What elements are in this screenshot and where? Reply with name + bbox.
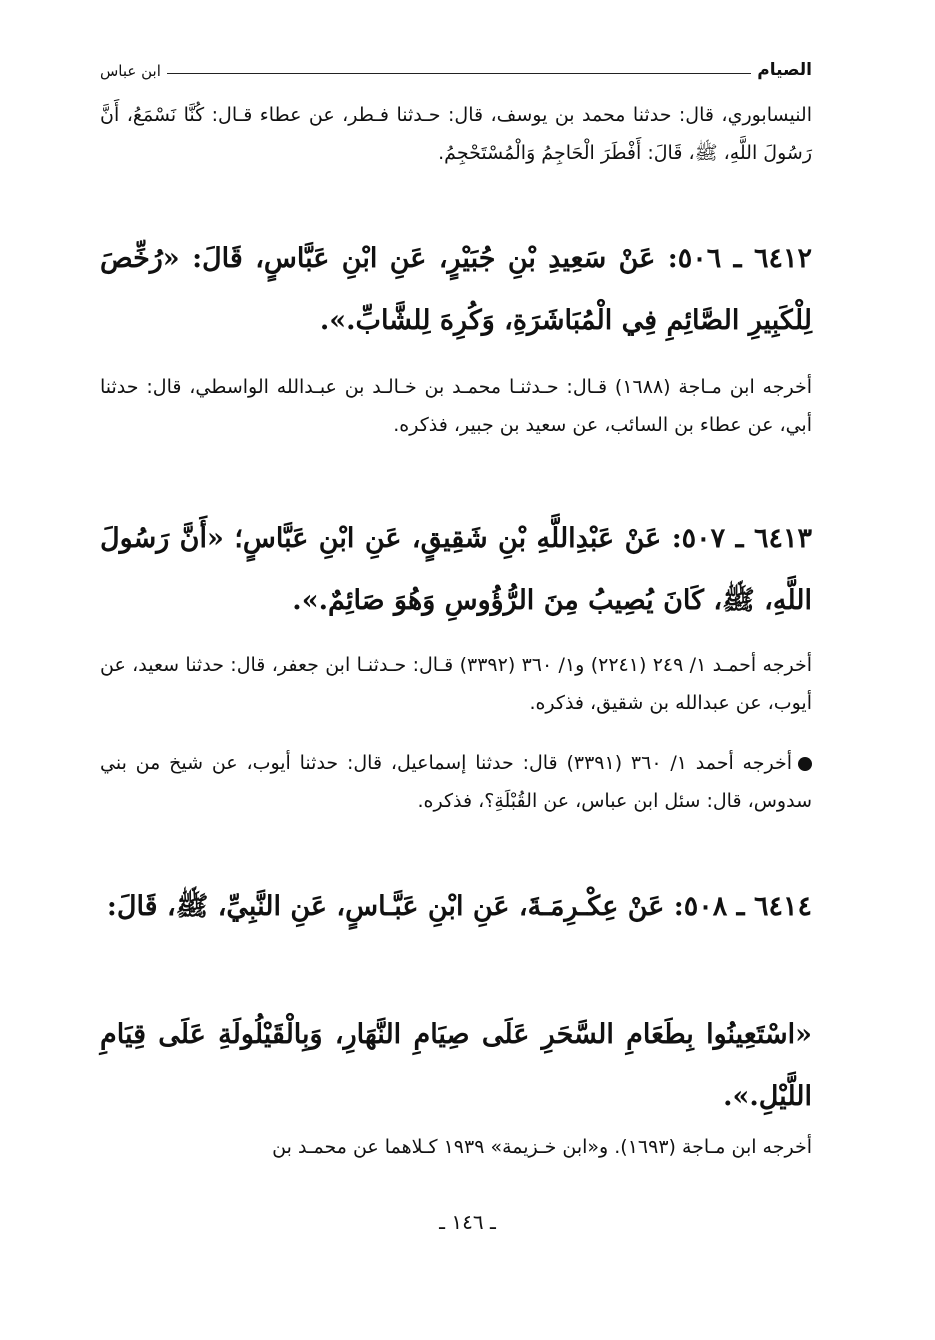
takhrij-6414: أخرجه ابن مـاجة (١٦٩٣). و«ابن خـزيمة» ١٩٣٩ كـلاهما عن محمـد بن: [272, 1136, 812, 1158]
hadith-6413: [100, 508, 812, 632]
chapter-title: الصيام: [757, 60, 812, 80]
hadith-text: عَنْ عِكْـرِمَـةَ، عَنِ ابْنِ عَبَّـاسٍ، عَنِ النَّبِيِّ، ﷺ، قَالَ:: [106, 891, 665, 922]
hadith-number: ٦٤١٣ ـ ٥٠٧:: [671, 523, 812, 554]
page-number: ـ ١٤٦ ـ: [439, 1210, 496, 1234]
takhrij-6413: أخرجه أحمـد ١/ ٢٤٩ (٢٢٤١) و١/ ٣٦٠ (٣٣٩٢) قـال: حـدثنـا ابن جعفر، قال: حدثنا سعيد، عن أيوب، عن عبدالله بن شقيق، فذكره.: [100, 654, 812, 714]
hadith-6412: [100, 228, 812, 352]
bullet-icon: [798, 757, 812, 771]
takhrij-6413-second: [100, 744, 812, 820]
running-header: [100, 56, 812, 80]
hadith-6414-quote: «اسْتَعِينُوا بِطَعَامِ السَّحَرِ عَلَى صِيَامِ النَّهَارِ، وَبِالْقَيْلُولَةِ عَلَى قِيَامِ اللَّيْلِ.».: [100, 1019, 812, 1112]
takhrij-6412: أخرجه ابن مـاجة (١٦٨٨) قـال: حـدثنـا محمـد بن خـالـد بن عبـدالله الواسطي، قال: حدثنا أبي، عن عطاء بن السائب، عن سعيد بن جبير، فذكره.: [100, 376, 812, 436]
header-rule: [167, 73, 751, 74]
section-title: ابن عباس: [100, 62, 161, 80]
hadith-6414: [100, 876, 812, 938]
hadith-text: عَنْ عَبْدِاللَّهِ بْنِ شَقِيقٍ، عَنِ ابْنِ عَبَّاسٍ؛ «أَنَّ رَسُولَ اللَّهِ، ﷺ، كَانَ يُصِيبُ مِنَ الرُّؤُوسِ وَهُوَ صَائِمٌ.».: [100, 523, 812, 616]
hadith-text: عَنْ سَعِيدِ بْنِ جُبَيْرٍ، عَنِ ابْنِ عَبَّاسٍ، قَالَ: «رُخِّصَ لِلْكَبِيرِ الصَّائِمِ فِي الْمُبَاشَرَةِ، وَكُرِهَ لِلشَّابِّ.».: [100, 243, 812, 336]
hadith-number: ٦٤١٤ ـ ٥٠٨:: [673, 891, 812, 922]
hadith-number: ٦٤١٢ ـ ٥٠٦:: [667, 243, 812, 274]
takhrij-text: أخرجه أحمد ١/ ٣٦٠ (٣٣٩١) قال: حدثنا إسماعيل، قال: حدثنا أيوب، عن شيخ من بني سدوس، قال: سئل ابن عباس، عن القُبْلَةِ؟، فذكره.: [100, 752, 812, 812]
continuation-paragraph: النيسابوري، قال: حدثنا محمد بن يوسف، قال: حـدثنا فـطر، عن عطاء قـال: كُنَّا نَسْمَعُ، أَنَّ رَسُولَ اللَّهِ، ﷺ، قَالَ: أَفْطَرَ الْحَاجِمُ وَالْمُسْتَحْجِمُ.: [100, 104, 812, 164]
